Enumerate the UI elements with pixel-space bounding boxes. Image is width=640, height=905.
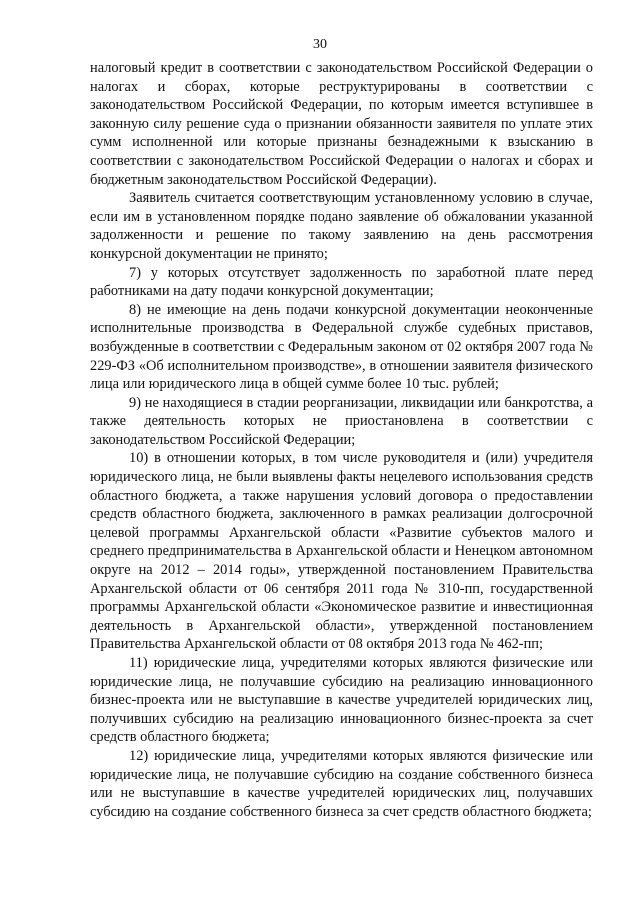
paragraph-item-11: 11) юридические лица, учредителями которых являются физические или юридические лица, не получавшие субсидию на реализацию инновационного бизнес-проекта или не выступавшие в качестве учредителей юридических лиц, получивших субсидию на реализацию инновационного бизнес-проекта за счет средств областного бюджета; xyxy=(90,655,593,746)
paragraph-tax-credit-continuation: налоговый кредит в соответствии с законодательством Российской Федерации о налогах и сборах, которые реструктурированы в соответствии с законодательством Российской Федерации, по которым имеется вступившее в законную силу решение суда о признании обязанности заявителя по уплате этих сумм исполненной или которые признаны безнадежными к взысканию в соответствии с законодательством Российской Федерации о налогах и сборах и бюджетным законодательством Российской Федерации). xyxy=(90,60,593,188)
paragraph-item-7: 7) у которых отсутствует задолженность по заработной плате перед работниками на дату подачи конкурсной документации; xyxy=(90,264,593,300)
page-number: 30 xyxy=(313,37,327,52)
paragraph-item-10: 10) в отношении которых, в том числе руководителя и (или) учредителя юридического лица, не были выявлены факты нецелевого использования средств областного бюджета, а также нарушения условий договора о предоставлении средств областного бюджета, заключенного в рамках реализации долгосрочной целевой программы Архангельской области «Развитие субъектов малого и среднего предпринимательства в Архангельской области и Ненецком автономном округе на 2012 – 2014 годы», утвержденной постановлением Правительства Архангельской области от 06 сентября 2011 года № 310-пп, государственной программы Архангельской области «Экономическое развитие и инвестиционная деятельность в Архангельской области», утвержденной постановлением Правительства Архангельской области от 08 октября 2013 года № 462-пп; xyxy=(90,450,593,653)
paragraph-item-9: 9) не находящиеся в стадии реорганизации, ликвидации или банкротства, а также деятельность которых не приостановлена в соответствии с законодательством Российской Федерации; xyxy=(90,394,593,448)
document-body xyxy=(90,59,593,821)
paragraph-item-12: 12) юридические лица, учредителями которых являются физические или юридические лица, не получавшие субсидию на создание собственного бизнеса или не выступавшие в качестве учредителей юридических лиц, получавших субсидию на создание собственного бизнеса за счет средств областного бюджета; xyxy=(90,747,593,820)
paragraph-applicant-compliance: Заявитель считается соответствующим установленному условию в случае, если им в установленном порядке подано заявление об обжаловании указанной задолженности и решение по такому заявлению на день рассмотрения конкурсной документации не принято; xyxy=(90,190,593,262)
paragraph-item-8: 8) не имеющие на день подачи конкурсной документации неоконченные исполнительные производства в Федеральной службе судебных приставов, возбужденные в соответствии с Федеральным законом от 02 октября 2007 года № 229-ФЗ «Об исполнительном производстве», в отношении заявителя физического лица или юридического лица в общей сумме более 10 тыс. рублей; xyxy=(90,301,593,393)
